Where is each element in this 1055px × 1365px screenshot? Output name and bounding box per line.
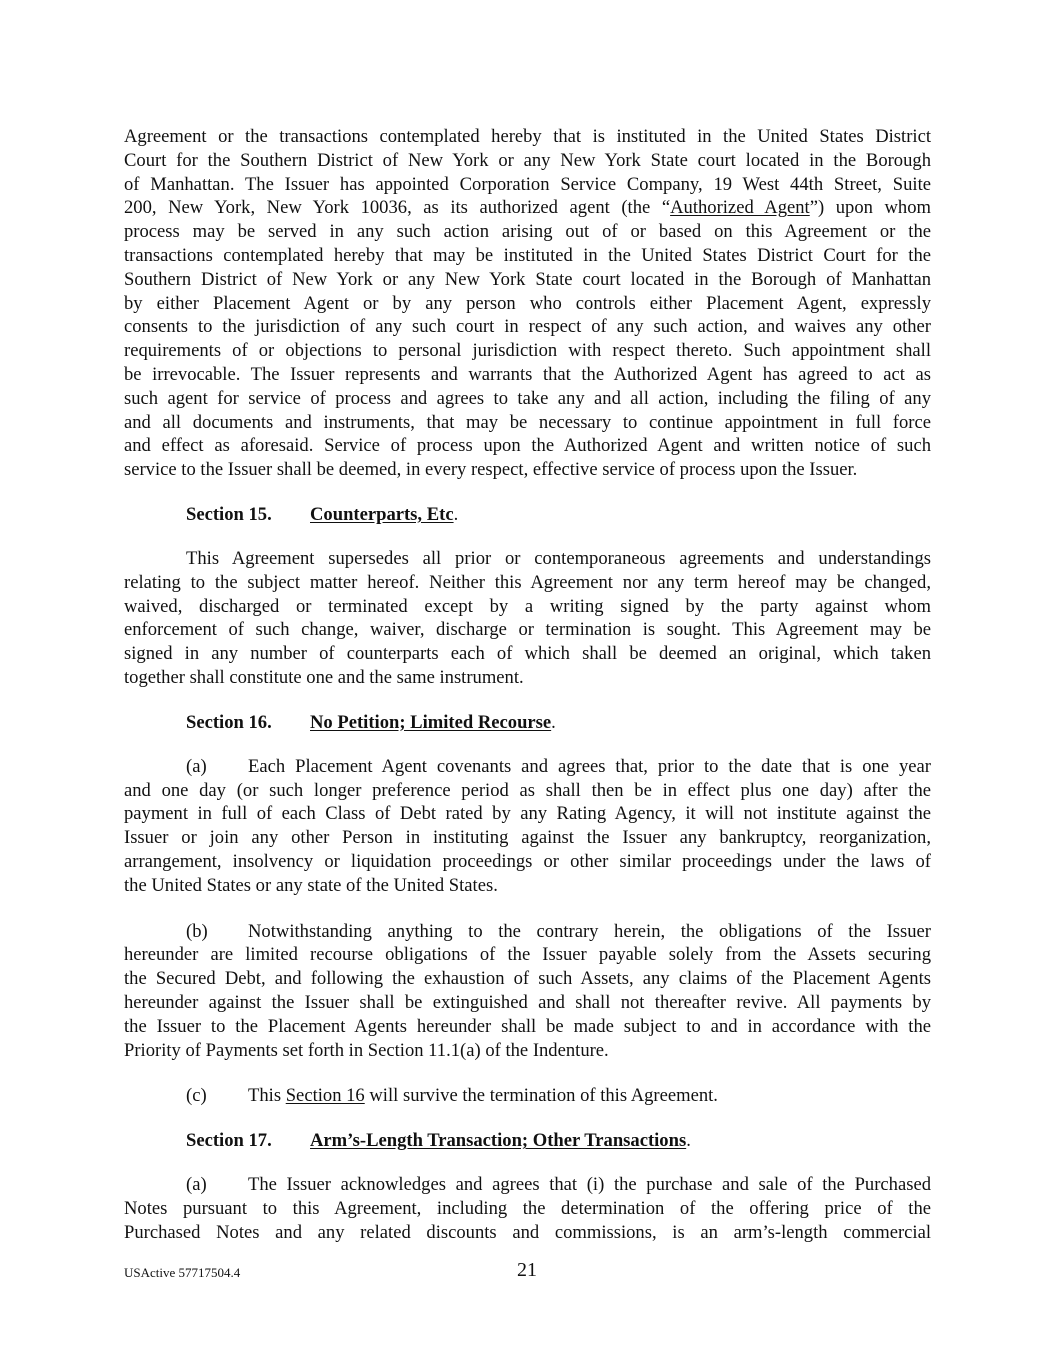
section-17-paragraph-a (124, 1173, 931, 1244)
section-title: Counterparts, Etc (310, 503, 454, 525)
section-16-heading (124, 711, 931, 735)
text-line: Southern District of New York or any New York State court located in the Borough of Manhattan (124, 268, 931, 290)
text-line (124, 1084, 931, 1108)
text-line: arrangement, insolvency or liquidation proceedings or other similar proceedings under the laws of (124, 850, 931, 872)
text-line: hereunder are limited recourse obligations of the Issuer payable solely from the Assets securing (124, 944, 931, 966)
clause-label: (b) (186, 920, 208, 942)
section-number: Section 16. (186, 711, 272, 733)
text-line: enforcement of such change, waiver, discharge or termination is sought. This Agreement may be (124, 619, 931, 641)
text-line: process may be served in any such action arising out of or based on this Agreement or the (124, 221, 931, 243)
clause-label: (a) (186, 1174, 207, 1196)
text-fragment: This (248, 1085, 286, 1107)
text-line: hereunder against the Issuer shall be extinguished and shall not thereafter revive. All payments by (124, 991, 931, 1013)
text-line: the Issuer to the Placement Agents hereunder shall be made subject to and in accordance with the (124, 1015, 931, 1037)
text-fragment: Each Placement Agent covenants and agrees that, prior to the date that is one year (248, 755, 931, 777)
heading-period: . (686, 1130, 691, 1152)
section-15-paragraph (124, 547, 931, 690)
cross-reference-section-16: Section 16 (285, 1085, 365, 1107)
text-line: and all documents and instruments, that may be necessary to continue appointment in full force (124, 411, 931, 433)
continuation-paragraph (124, 125, 931, 482)
text-line: payment in full of each Class of Debt rated by any Rating Agency, it will not institute against the (124, 803, 931, 825)
page-number: 21 (517, 1259, 537, 1281)
section-15-heading (124, 503, 931, 527)
text-line: Issuer or join any other Person in instituting against the Issuer any bankruptcy, reorganization, (124, 827, 931, 849)
section-16-paragraph-b (124, 920, 931, 1063)
text-line: by either Placement Agent or by any person who controls either Placement Agent, expressly (124, 292, 931, 314)
section-16-paragraph-a (124, 755, 931, 898)
clause-label: (a) (186, 755, 207, 777)
section-number: Section 17. (186, 1130, 272, 1152)
text-line (124, 920, 931, 944)
text-line: such agent for service of process and agrees to take any and all action, including the filing of any (124, 387, 931, 409)
text-line: of Manhattan. The Issuer has appointed Corporation Service Company, 19 West 44th Street, Suite (124, 173, 931, 195)
text-line: requirements of or objections to personal jurisdiction with respect thereto. Such appointment shall (124, 340, 931, 362)
text-line: Court for the Southern District of New York or any New York State court located in the Borough (124, 149, 931, 171)
text-line: relating to the subject matter hereof. Neither this Agreement nor any term hereof may be changed, (124, 571, 931, 593)
clause-label: (c) (186, 1085, 207, 1107)
text-line (124, 755, 931, 779)
section-16-paragraph-c (124, 1084, 931, 1108)
section-title: Arm’s-Length Transaction; Other Transactions (310, 1130, 687, 1152)
text-line: and effect as aforesaid. Service of process upon the Authorized Agent and written notice of such (124, 435, 931, 457)
text-line: Notes pursuant to this Agreement, including the determination of the offering price of the (124, 1197, 931, 1219)
text-line: the Secured Debt, and following the exhaustion of such Assets, any claims of the Placement Agents (124, 968, 931, 990)
heading-period: . (551, 711, 556, 733)
heading-period: . (453, 503, 459, 525)
text-line: together shall constitute one and the same instrument. (124, 666, 524, 688)
defined-term-authorized-agent: Authorized Agent (670, 197, 810, 219)
text-line: and one day (or such longer preference period as shall then be in effect plus one day) after the (124, 779, 931, 801)
text-line: service to the Issuer shall be deemed, in every respect, effective service of process upon the Issuer. (124, 459, 858, 481)
text-line: transactions contemplated hereby that may be instituted in the United States District Court for the (124, 244, 931, 266)
section-17-heading (124, 1129, 931, 1153)
text-line: signed in any number of counterparts each of which shall be deemed an original, which taken (124, 643, 931, 665)
text-line: Priority of Payments set forth in Section 11.1(a) of the Indenture. (124, 1039, 609, 1061)
section-number: Section 15. (186, 503, 272, 525)
text-fragment: 200, New York, New York 10036, as its authorized agent (the “ (124, 197, 671, 219)
text-line (124, 196, 931, 220)
section-title: No Petition; Limited Recourse (310, 711, 552, 733)
text-fragment: ”) upon whom (809, 197, 931, 219)
text-fragment: Notwithstanding anything to the contrary herein, the obligations of the Issuer (248, 920, 931, 942)
text-line: Agreement or the transactions contemplated hereby that is instituted in the United States District (124, 126, 931, 147)
document-id: USActive 57717504.4 (124, 1265, 241, 1280)
text-line: waived, discharged or terminated except by a writing signed by the party against whom (124, 595, 931, 617)
text-line: This Agreement supersedes all prior or contemporaneous agreements and understandings (186, 547, 931, 569)
text-line: be irrevocable. The Issuer represents and warrants that the Authorized Agent has agreed to act as (124, 363, 931, 385)
text-line (124, 1173, 931, 1197)
text-line: the United States or any state of the United States. (124, 874, 498, 896)
text-line: consents to the jurisdiction of any such court in respect of any such action, and waives any other (124, 316, 931, 338)
document-page (124, 125, 931, 1244)
text-line: Purchased Notes and any related discounts and commissions, is an arm’s-length commercial (124, 1221, 931, 1243)
text-fragment: The Issuer acknowledges and agrees that (i) the purchase and sale of the Purchased (248, 1174, 931, 1196)
text-fragment: will survive the termination of this Agreement. (364, 1085, 718, 1107)
page-footer (124, 1259, 931, 1283)
